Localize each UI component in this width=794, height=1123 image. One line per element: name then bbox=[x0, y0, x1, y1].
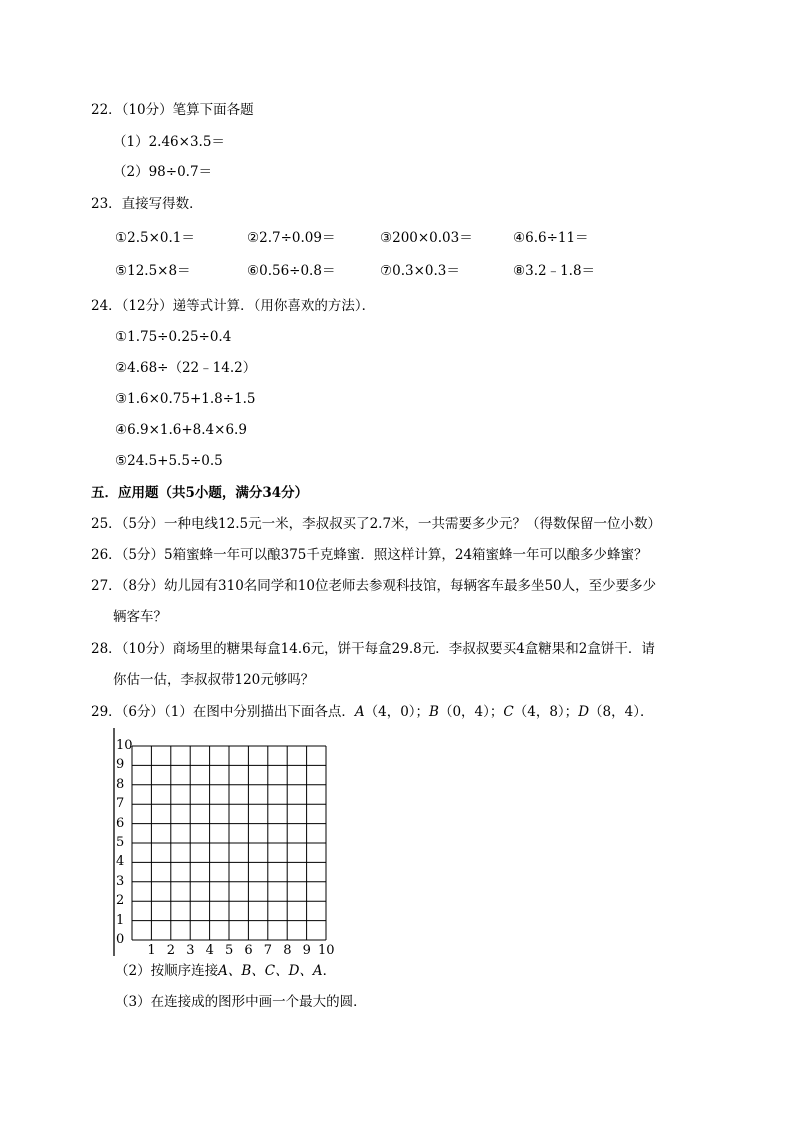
y-tick-label: 10 bbox=[116, 738, 133, 753]
q23-item-4: ④6.6÷11＝ bbox=[513, 230, 589, 246]
x-tick-label: 7 bbox=[263, 943, 273, 958]
q29-step-2-end: ． bbox=[322, 963, 337, 979]
point-b-coord: （0，4）； bbox=[438, 704, 504, 720]
x-tick-label: 10 bbox=[318, 943, 335, 958]
q29-step-2 bbox=[115, 962, 336, 980]
q23-item-6: ⑥0.56÷0.8＝ bbox=[247, 263, 336, 279]
q23-item-5: ⑤12.5×8＝ bbox=[115, 263, 191, 279]
x-tick-label: 4 bbox=[205, 943, 214, 958]
point-d-name: D bbox=[578, 704, 590, 720]
point-c-name: C bbox=[503, 704, 514, 720]
y-tick-label: 0 bbox=[116, 932, 125, 947]
q23-title: 23．直接写得数． bbox=[91, 196, 203, 212]
q24-item-5: ⑤24.5+5.5÷0.5 bbox=[115, 453, 223, 469]
point-c-coord: （4，8）； bbox=[513, 704, 579, 720]
point-a-coord: （4，0）； bbox=[364, 704, 430, 720]
coordinate-grid[interactable] bbox=[110, 728, 360, 960]
q27-line-2: 辆客车？ bbox=[113, 609, 167, 625]
section-5-heading: 五．应用题（共5小题，满分34分） bbox=[91, 485, 309, 501]
x-tick-label: 3 bbox=[186, 943, 195, 958]
q24-item-3: ③1.6×0.75+1.8÷1.5 bbox=[115, 391, 256, 407]
q29-title bbox=[91, 703, 653, 721]
q22-item-1: （1）2.46×3.5＝ bbox=[113, 134, 225, 150]
q22-item-2: （2）98÷0.7＝ bbox=[113, 164, 213, 180]
q24-title: 24．（12分）递等式计算．（用你喜欢的方法）． bbox=[91, 298, 376, 314]
x-tick-label: 1 bbox=[147, 943, 156, 958]
q25: 25．（5分）一种电线12.5元一米，李叔叔买了2.7米，一共需要多少元？（得数保留一位小数） bbox=[91, 516, 662, 532]
q22-title: 22．（10分）笔算下面各题 bbox=[91, 102, 254, 118]
x-tick-label: 6 bbox=[244, 943, 253, 958]
y-tick-label: 3 bbox=[116, 873, 125, 889]
q23-item-7: ⑦0.3×0.3＝ bbox=[380, 263, 460, 279]
q24-item-4: ④6.9×1.6+8.4×6.9 bbox=[115, 422, 247, 438]
y-tick-label: 4 bbox=[116, 854, 125, 870]
y-tick-label: 5 bbox=[116, 835, 125, 850]
grid-lines bbox=[110, 728, 360, 960]
x-tick-label: 2 bbox=[166, 943, 176, 958]
q24-item-1: ①1.75÷0.25÷0.4 bbox=[115, 329, 232, 345]
point-d-coord: （8，4）． bbox=[589, 704, 654, 720]
q28-line-1: 28．（10分）商场里的糖果每盒14.6元，饼干每盒29.8元．李叔叔要买4盒糖果和2盒饼干．请 bbox=[91, 641, 655, 657]
y-tick-label: 2 bbox=[116, 893, 125, 909]
q23-item-2: ②2.7÷0.09＝ bbox=[247, 230, 336, 246]
point-a-name: A bbox=[354, 704, 365, 720]
q23-item-1: ①2.5×0.1＝ bbox=[115, 230, 195, 246]
q23-item-3: ③200×0.03＝ bbox=[380, 230, 473, 246]
y-tick-label: 1 bbox=[116, 912, 125, 928]
q28-line-2: 你估一估，李叔叔带120元够吗？ bbox=[113, 672, 315, 688]
q23-item-8: ⑧3.2﹣1.8＝ bbox=[513, 263, 596, 279]
x-tick-label: 9 bbox=[302, 943, 311, 958]
point-b-name: B bbox=[429, 704, 439, 720]
y-tick-label: 6 bbox=[116, 815, 125, 831]
q29-step-2-points: A、B、C、D、A bbox=[218, 963, 323, 979]
y-tick-label: 8 bbox=[116, 776, 125, 792]
y-tick-label: 7 bbox=[116, 796, 125, 812]
q26: 26．（5分）5箱蜜蜂一年可以酿375千克蜂蜜．照这样计算，24箱蜜蜂一年可以酿多少蜂蜜？ bbox=[91, 547, 648, 563]
q29-step-2-text: （2）按顺序连接 bbox=[115, 963, 219, 979]
y-tick-label: 9 bbox=[116, 757, 125, 773]
q24-item-2: ②4.68÷（22﹣14.2） bbox=[115, 360, 257, 376]
x-tick-label: 5 bbox=[225, 943, 234, 958]
q29-prefix: 29．（6分）（1）在图中分别描出下面各点． bbox=[91, 704, 355, 720]
q27-line-1: 27．（8分）幼儿园有310名同学和10位老师去参观科技馆，每辆客车最多坐50人，至少要多少 bbox=[91, 578, 657, 594]
x-tick-label: 8 bbox=[283, 943, 292, 958]
q29-step-3: （3）在连接成的图形中画一个最大的圆． bbox=[115, 994, 367, 1010]
